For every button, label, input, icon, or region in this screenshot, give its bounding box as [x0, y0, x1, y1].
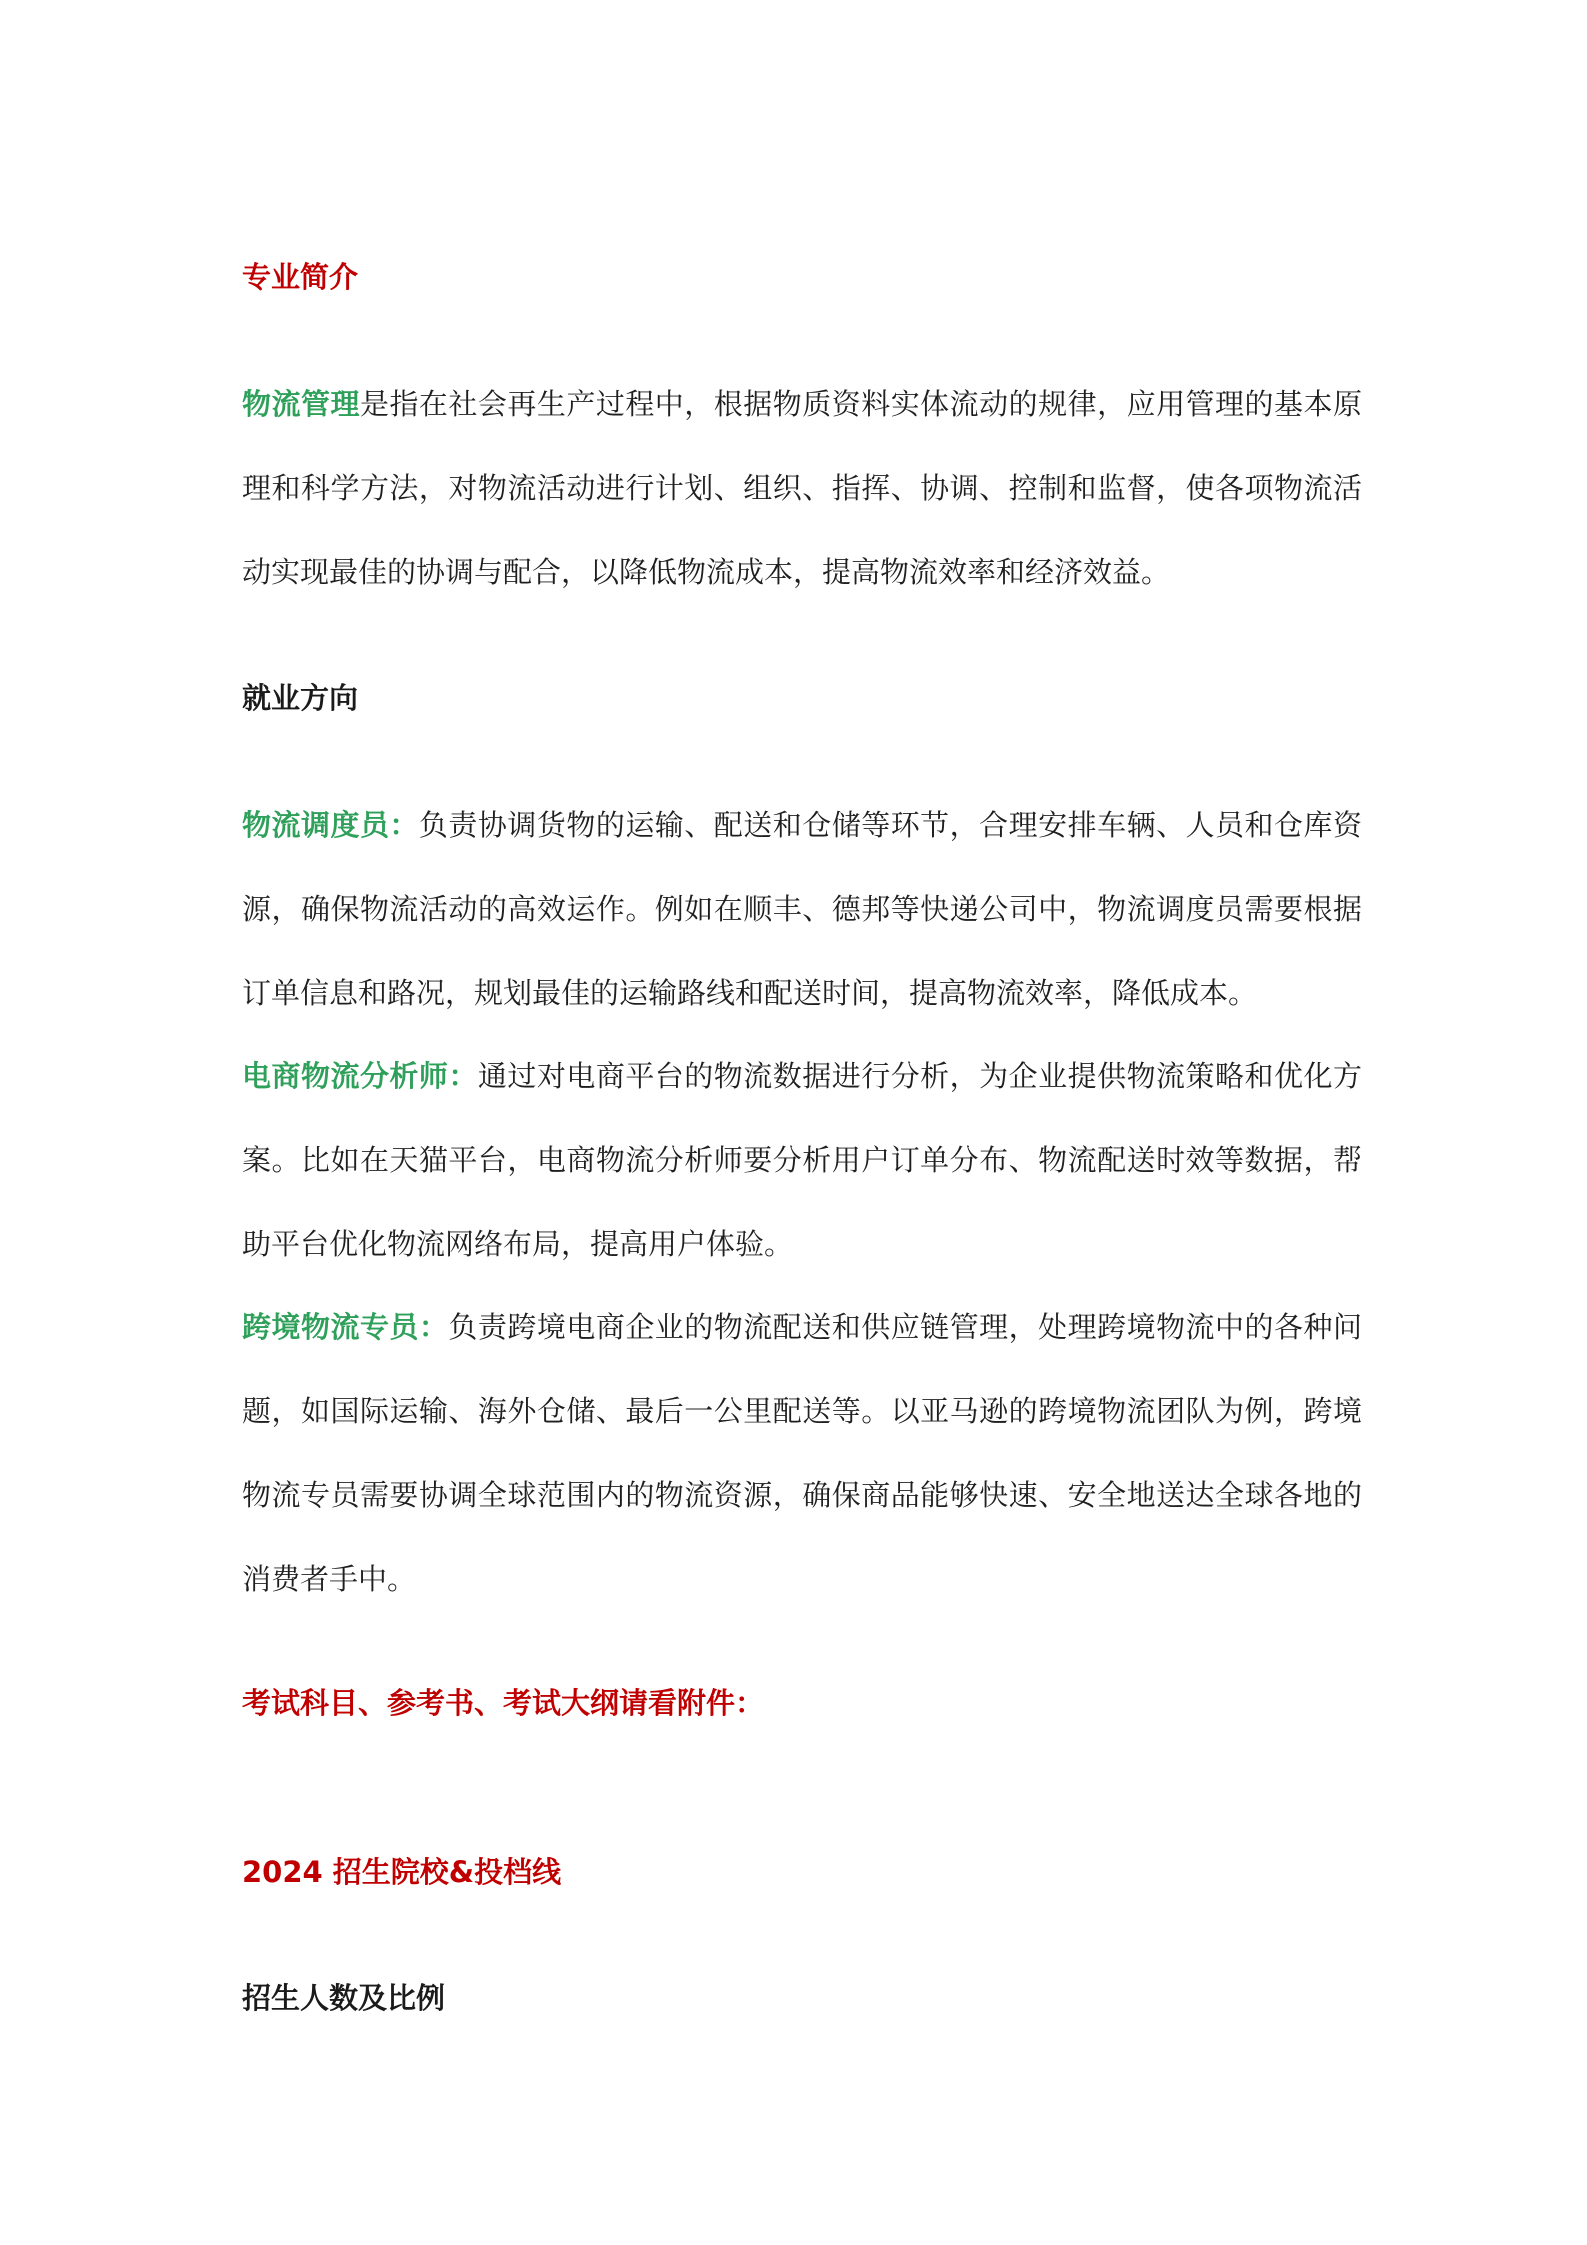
- career-item-lead: 物流调度员：: [242, 808, 419, 842]
- intro-lead: 物流管理: [242, 387, 360, 421]
- career-item-lead: 跨境物流专员：: [242, 1310, 449, 1344]
- intro-body: 是指在社会再生产过程中，根据物质资料实体流动的规律，应用管理的基本原理和科学方法，对物流活动进行计划、组织、指挥、协调、控制和监督，使各项物流活动实现最佳的协调与配合，以降低物流成本，提高物流效率和经济效益。: [242, 387, 1362, 589]
- career-item: [242, 1034, 1362, 1286]
- career-heading: 就业方向: [242, 681, 359, 715]
- career-item-body: 负责协调货物的运输、配送和仓储等环节，合理安排车辆、人员和仓库资源，确保物流活动的高效运作。例如在顺丰、德邦等快递公司中，物流调度员需要根据订单信息和路况，规划最佳的运输路线和配送时间，提高物流效率，降低成本。: [242, 808, 1362, 1010]
- career-item: [242, 783, 1362, 1035]
- exam-heading: 考试科目、参考书、考试大纲请看附件：: [242, 1686, 765, 1720]
- career-item-body: 通过对电商平台的物流数据进行分析，为企业提供物流策略和优化方案。比如在天猫平台，电商物流分析师要分析用户订单分布、物流配送时效等数据，帮助平台优化物流网络布局，提高用户体验。: [242, 1059, 1362, 1261]
- admission-heading: 2024 招生院校&投档线: [242, 1855, 562, 1889]
- intro-paragraph: [242, 362, 1362, 614]
- enrollment-heading: 招生人数及比例: [242, 1981, 446, 2015]
- career-item: [242, 1285, 1362, 1621]
- career-item-body: 负责跨境电商企业的物流配送和供应链管理，处理跨境物流中的各种问题，如国际运输、海外仓储、最后一公里配送等。以亚马逊的跨境物流团队为例，跨境物流专员需要协调全球范围内的物流资源，确保商品能够快速、安全地送达全球各地的消费者手中。: [242, 1310, 1362, 1596]
- intro-heading: 专业简介: [242, 260, 359, 294]
- career-item-lead: 电商物流分析师：: [242, 1059, 478, 1093]
